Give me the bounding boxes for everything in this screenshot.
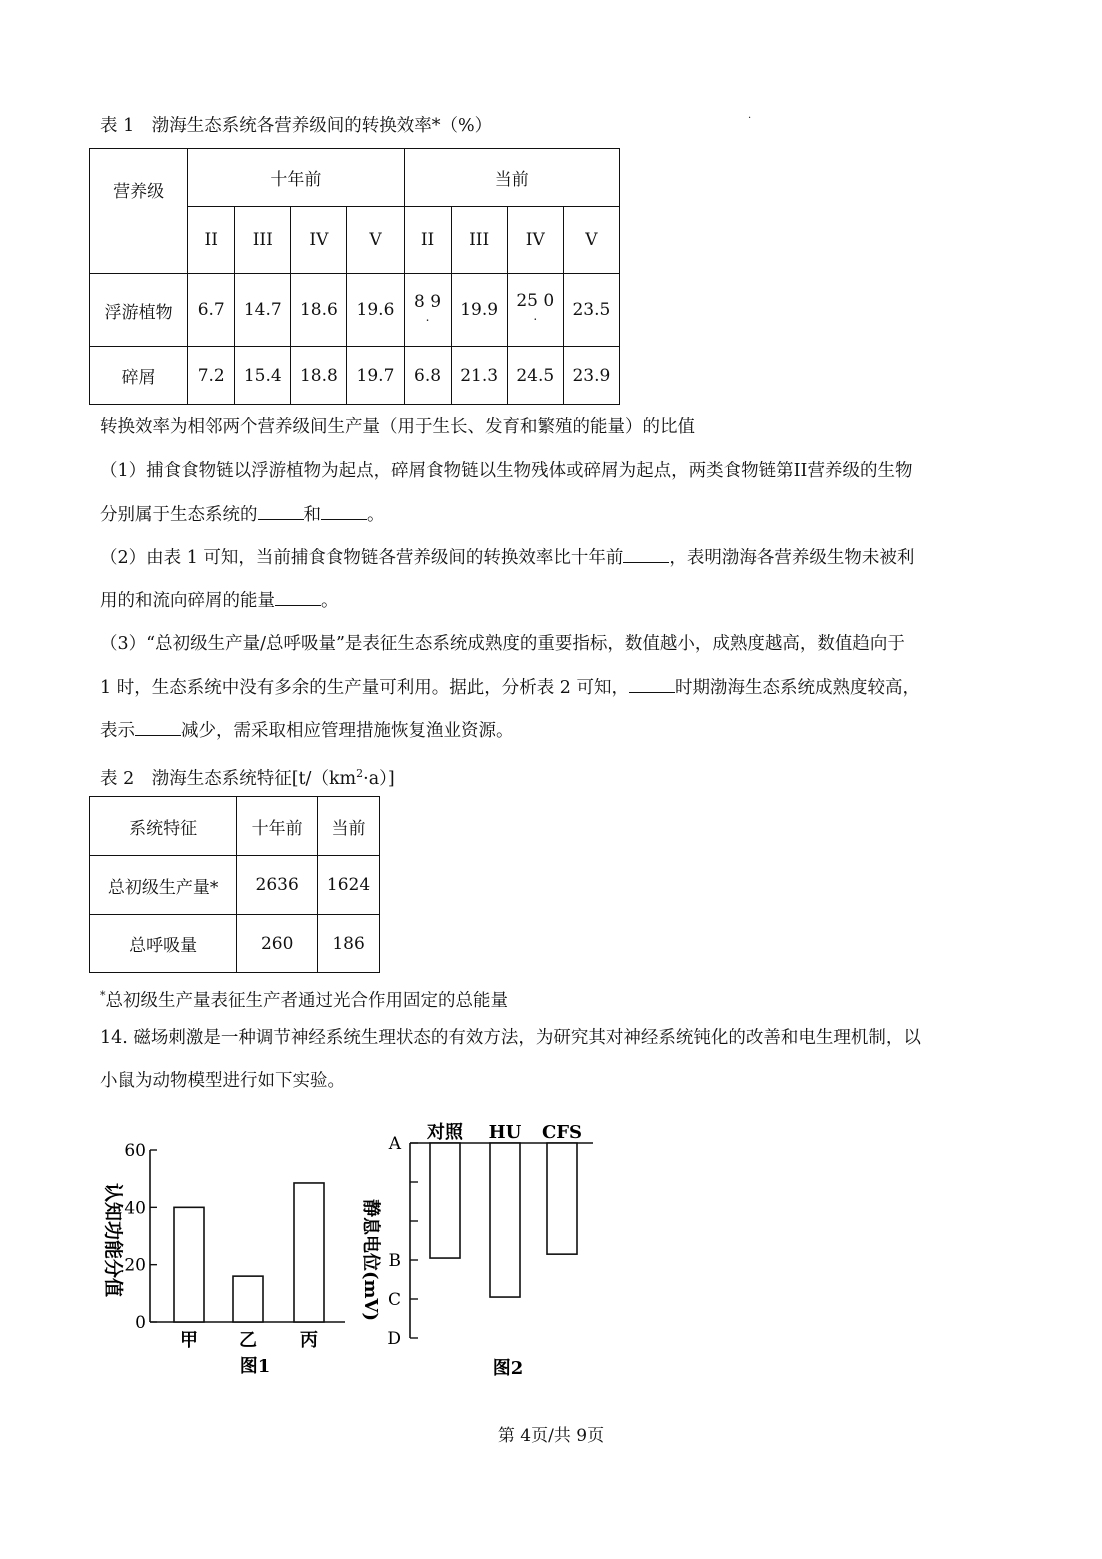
note-star: * [100, 989, 106, 1002]
answer-blank[interactable] [629, 675, 675, 693]
table1-cell: 6.8 [404, 347, 451, 405]
table-row [90, 347, 620, 405]
table1-note: 转换效率为相邻两个营养级间生产量（用于生长、发育和繁殖的能量）的比值 [100, 417, 695, 437]
table2-row-label: 总初级生产量* [90, 856, 237, 915]
q3-text: 时期渤海生态系统成熟度较高， [674, 678, 920, 698]
table1-cell: 21.3 [451, 347, 507, 405]
table1-cell: 24.5 [507, 347, 563, 405]
table1-header-level: 营养级 [90, 149, 188, 274]
table2-header: 当前 [318, 797, 380, 856]
q1-line2 [100, 502, 385, 528]
q3-text: 减少，需采取相应管理措施恢复渔业资源。 [181, 721, 514, 741]
table1-cell: 7.2 [188, 347, 235, 405]
figure2-bar [547, 1143, 577, 1254]
table1-group-before: 十年前 [188, 149, 404, 207]
table2 [89, 796, 380, 973]
figure2-level-label: A [388, 1134, 401, 1154]
stray-dot: . [748, 110, 752, 121]
q3-line3 [100, 718, 514, 744]
table2-cell: 260 [237, 915, 318, 973]
table2-header-row [90, 797, 380, 856]
answer-blank[interactable] [275, 588, 321, 606]
table2-caption [100, 761, 395, 792]
figure1-y-tick-label: 40 [124, 1198, 146, 1219]
q2-text: 。 [321, 591, 339, 611]
table1-level: V [347, 207, 404, 274]
table1-group-now: 当前 [404, 149, 619, 207]
table1-cell: 19.6 [347, 274, 404, 347]
q3-text: 表示 [100, 721, 135, 741]
table1-cell: 15.4 [235, 347, 291, 405]
figure1-bar [174, 1207, 204, 1322]
figure2-level-label: C [387, 1290, 401, 1310]
note-text: 总初级生产量表征生产者通过光合作用固定的总能量 [105, 990, 508, 1011]
table-row [90, 915, 380, 973]
figure2-category-label: CFS [541, 1122, 583, 1143]
figure2-category-label: HU [488, 1122, 522, 1143]
q3-line2 [100, 675, 920, 701]
table2-caption-sup: 2 [356, 767, 364, 780]
table-row [90, 856, 380, 915]
answer-blank[interactable] [321, 502, 367, 520]
q3-text: 1 时，生态系统中没有多余的生产量可利用。据此，分析表 2 可知， [100, 678, 629, 698]
table1-caption: 表 1 渤海生态系统各营养级间的转换效率*（%） [100, 116, 493, 136]
q2-line2 [100, 588, 339, 614]
figure2-level-label: D [387, 1329, 401, 1349]
table1-cell: 6.7 [188, 274, 235, 347]
figure2-level-label: B [388, 1251, 401, 1271]
figure2-bar [490, 1143, 520, 1297]
table1-cell-broken [507, 274, 563, 347]
table1-level: V [563, 207, 619, 274]
table1-cell-dot: . [533, 309, 538, 323]
q1-text: 分别属于生态系统的 [100, 505, 258, 525]
q1-line1: （1）捕食食物链以浮游植物为起点，碎屑食物链以生物残体或碎屑为起点，两类食物链第II营养级的生物 [100, 461, 913, 481]
table1-cell: 23.9 [563, 347, 619, 405]
q2-line1 [100, 545, 914, 571]
q3-line1: （3）“总初级生产量/总呼吸量”是表征生态系统成熟度的重要指标，数值越小，成熟度越高，数值趋向于 [100, 634, 905, 654]
table1-cell: 14.7 [235, 274, 291, 347]
table2-header: 系统特征 [90, 797, 237, 856]
table2-cell: 186 [318, 915, 380, 973]
table1-level: IV [507, 207, 563, 274]
q1-text: 和 [303, 505, 321, 525]
q14-line1: 14. 磁场刺激是一种调节神经系统生理状态的有效方法，为研究其对神经系统钝化的改善和电生理机制，以 [100, 1028, 921, 1048]
figure1-ylabel: 认知功能分值 [102, 1182, 124, 1298]
figure1-bar [294, 1183, 324, 1322]
q2-text: ，表明渤海各营养级生物未被利 [669, 548, 915, 568]
table1-cell-value: 8 9 [414, 292, 442, 312]
table1-level: II [188, 207, 235, 274]
table2-caption-text: ·a）] [363, 768, 395, 789]
table-row [90, 274, 620, 347]
table2-caption-text: 表 2 渤海生态系统特征[t/（km [100, 768, 357, 789]
table1-row-label: 浮游植物 [90, 274, 188, 347]
table1-level: IV [291, 207, 347, 274]
figure2-ylabel: 静息电位(mV) [360, 1198, 381, 1322]
table1 [89, 148, 620, 405]
table1-cell: 18.8 [291, 347, 347, 405]
table2-cell: 1624 [318, 856, 380, 915]
figure2-bar [430, 1143, 460, 1258]
figure2-category-label: 对照 [427, 1122, 463, 1143]
q2-text: （2）由表 1 可知，当前捕食食物链各营养级间的转换效率比十年前 [100, 548, 624, 568]
table1-row-label: 碎屑 [90, 347, 188, 405]
q14-line2: 小鼠为动物模型进行如下实验。 [100, 1071, 345, 1091]
table1-cell: 18.6 [291, 274, 347, 347]
table2-cell: 2636 [237, 856, 318, 915]
q2-text: 用的和流向碎屑的能量 [100, 591, 275, 611]
table1-cell-value: 25 0 [516, 291, 555, 311]
answer-blank[interactable] [135, 718, 181, 736]
table1-level: III [451, 207, 507, 274]
figure2-chart [355, 1115, 605, 1390]
table1-level: III [235, 207, 291, 274]
table1-cell-dot: . [425, 310, 430, 324]
figure1-title: 图1 [239, 1356, 271, 1377]
figure1-chart [95, 1130, 355, 1390]
table1-level: II [404, 207, 451, 274]
table2-row-label: 总呼吸量 [90, 915, 237, 973]
figure1-y-tick-label: 60 [124, 1141, 146, 1161]
figure1-category-label: 丙 [300, 1330, 318, 1351]
figure2-title: 图2 [492, 1358, 524, 1379]
answer-blank[interactable] [623, 545, 669, 563]
page-footer: 第 4页/共 9页 [497, 1426, 605, 1446]
answer-blank[interactable] [258, 502, 304, 520]
table2-note [100, 983, 508, 1014]
figure1-y-tick-label: 0 [135, 1313, 146, 1333]
figure1-y-tick-label: 20 [124, 1255, 146, 1276]
figure1-bar [233, 1276, 263, 1322]
q1-text: 。 [367, 505, 385, 525]
figure1-category-label: 甲 [180, 1330, 198, 1351]
table1-cell: 19.7 [347, 347, 404, 405]
figure1-category-label: 乙 [239, 1330, 257, 1351]
table1-cell-broken [404, 274, 451, 347]
table1-cell: 23.5 [563, 274, 619, 347]
table1-cell: 19.9 [451, 274, 507, 347]
table2-header: 十年前 [237, 797, 318, 856]
